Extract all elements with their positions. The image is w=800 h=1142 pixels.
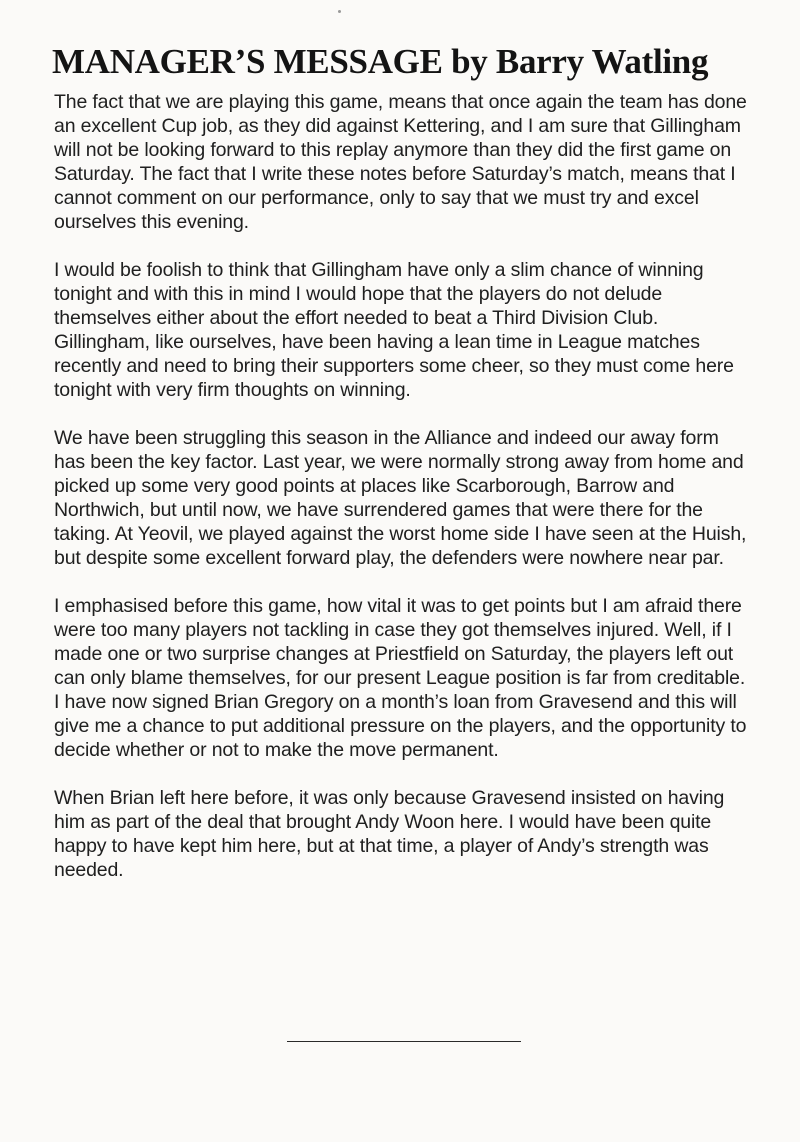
article-title: MANAGER’S MESSAGE by Barry Watling [52, 42, 709, 81]
closing-rule [287, 1041, 521, 1042]
article-paragraph: We have been struggling this season in the Alliance and indeed our away form has been the key factor. Last year, we were normally strong away from home and picked up some very good points at places like Scarborough, Barrow and Northwich, but until now, we have surrendered games that were there for the taking. At Yeovil, we played against the worst home side I have seen at the Huish, but despite some excellent forward play, the defenders were nowhere near par. [54, 427, 747, 569]
print-speck [338, 10, 341, 13]
article-paragraph: I would be foolish to think that Gillingham have only a slim chance of winning tonight and with this in mind I would hope that the players do not delude themselves either about the effort needed to beat a Third Division Club. Gillingham, like ourselves, have been having a lean time in League matches recently and need to bring their supporters some cheer, so they must come here tonight with very firm thoughts on winning. [54, 259, 734, 401]
article-paragraph: The fact that we are playing this game, means that once again the team has done an excellent Cup job, as they did against Kettering, and I am sure that Gillingham will not be looking forward to this replay anymore than they did the first game on Saturday. The fact that I write these notes before Saturday’s match, means that I cannot comment on our performance, only to say that we must try and excel ourselves this evening. [54, 91, 747, 233]
article-paragraph: When Brian left here before, it was only because Gravesend insisted on having him as part of the deal that brought Andy Woon here. I would have been quite happy to have kept him here, but at that time, a player of Andy’s strength was needed. [54, 787, 725, 881]
article-body [54, 90, 754, 906]
article-paragraph: I emphasised before this game, how vital it was to get points but I am afraid there were too many players not tackling in case they got themselves injured. Well, if I made one or two surprise changes at Priestfield on Saturday, the players left out can only blame themselves, for our present League position is far from creditable. I have now signed Brian Gregory on a month’s loan from Gravesend and this will give me a chance to put additional pressure on the players, and the opportunity to decide whether or not to make the move permanent. [54, 595, 747, 761]
